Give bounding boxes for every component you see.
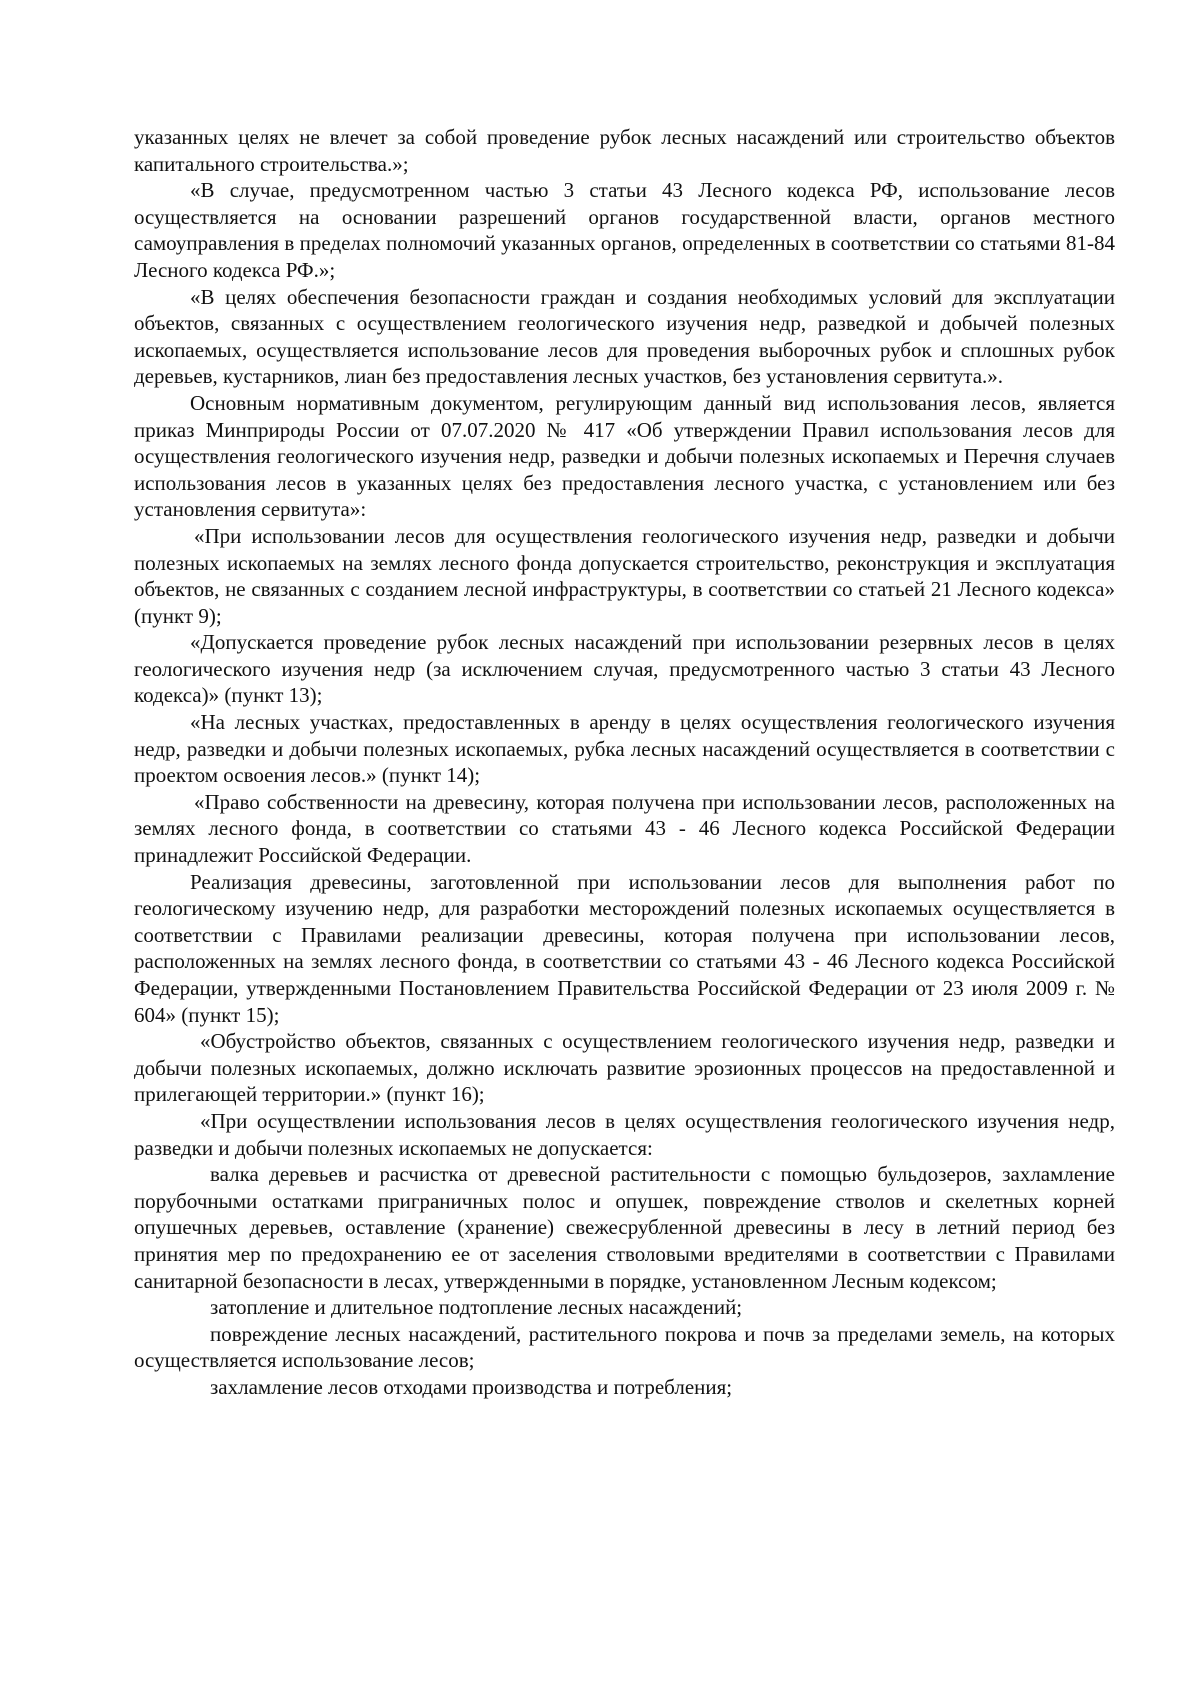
paragraph-item-felling: валка деревьев и расчистка от древесной растительности с помощью бульдозеров, захламление порубочными остатками приграничных полос и опушек, повреждение стволов и скелетных корней опушечных деревьев, оставление (хранение) свежесрубленной древесины в лесу в летний период без принятия мер по предохранению ее от заселения стволовыми вредителями в соответствии с Правилами санитарной безопасности в лесах, утвержденными в порядке, установленном Лесным кодексом; — [134, 1162, 1115, 1293]
paragraph-point-15: Реализация древесины, заготовленной при использовании лесов для выполнения работ по геологическому изучению недр, для разработки месторождений полезных ископаемых осуществляется в соответствии с Правилами реализации древесины, которая получена при использовании лесов, расположенных на землях лесного фонда, в соответствии со статьями 43 - 46 Лесного кодекса Российской Федерации, утвержденными Постановлением Правительства Российской Федерации от 23 июля 2009 г. № 604» (пункт 15); — [134, 869, 1115, 1027]
document-page — [134, 124, 1115, 1401]
paragraph-item-littering: захламление лесов отходами производства и потребления; — [210, 1374, 733, 1399]
paragraph-ownership: «Право собственности на древесину, которая получена при использовании лесов, расположенных на землях лесного фонда, в соответствии со статьями 43 - 46 Лесного кодекса Российской Федерации принадлежит Российской Федерации. — [134, 789, 1115, 868]
paragraph-quote-article-43: «В случае, предусмотренном частью 3 статьи 43 Лесного кодекса РФ, использование лесов осуществляется на основании разрешений органов государственной власти, органов местного самоуправления в пределах полномочий указанных органов, определенных в соответствии со статьями 81-84 Лесного кодекса РФ.»; — [134, 178, 1115, 282]
paragraph-point-14: «На лесных участках, предоставленных в аренду в целях осуществления геологического изучения недр, разведки и добычи полезных ископаемых, рубка лесных насаждений осуществляется в соответствии с проектом освоения лесов.» (пункт 14); — [134, 710, 1115, 788]
paragraph-point-13: «Допускается проведение рубок лесных насаждений при использовании резервных лесов в целях геологического изучения недр (за исключением случая, предусмотренного частью 3 статьи 43 Лесного кодекса)» (пункт 13); — [134, 630, 1115, 708]
paragraph-point-9: «При использовании лесов для осуществления геологического изучения недр, разведки и добычи полезных ископаемых на землях лесного фонда допускается строительство, реконструкция и эксплуатация объектов, не связанных с созданием лесной инфраструктуры, в соответствии со статьей 21 Лесного кодекса» (пункт 9); — [134, 523, 1115, 628]
paragraph-quote-safety: «В целях обеспечения безопасности граждан и создания необходимых условий для эксплуатации объектов, связанных с осуществлением геологического изучения недр, разведкой и добычей полезных ископаемых, осуществляется использование лесов для проведения выборочных рубок и сплошных рубок деревьев, кустарников, лиан без предоставления лесных участков, без установления сервитута.». — [134, 284, 1115, 389]
paragraph-not-allowed-intro: «При осуществлении использования лесов в целях осуществления геологического изучения недр, разведки и добычи полезных ископаемых не допускается: — [134, 1108, 1115, 1160]
paragraph-continuation: указанных целях не влечет за собой проведение рубок лесных насаждений или строительство объектов капитального строительства.»; — [134, 125, 1115, 176]
paragraph-point-16: «Обустройство объектов, связанных с осуществлением геологического изучения недр, разведки и добычи полезных ископаемых, должно исключать развитие эрозионных процессов на предоставленной и прилегающей территории.» (пункт 16); — [134, 1029, 1115, 1107]
paragraph-item-damage: повреждение лесных насаждений, растительного покрова и почв за пределами земель, на которых осуществляется использование лесов; — [134, 1321, 1115, 1373]
paragraph-main-document: Основным нормативным документом, регулирующим данный вид использования лесов, является приказ Минприроды России от 07.07.2020 № 417 «Об утверждении Правил использования лесов для осуществления геологического изучения недр, разведки и добычи полезных ископаемых и Перечня случаев использования лесов в указанных целях без предоставления лесного участка, с установлением или без установления сервитута»: — [134, 390, 1115, 522]
paragraph-item-flooding: затопление и длительное подтопление лесных насаждений; — [210, 1295, 743, 1320]
